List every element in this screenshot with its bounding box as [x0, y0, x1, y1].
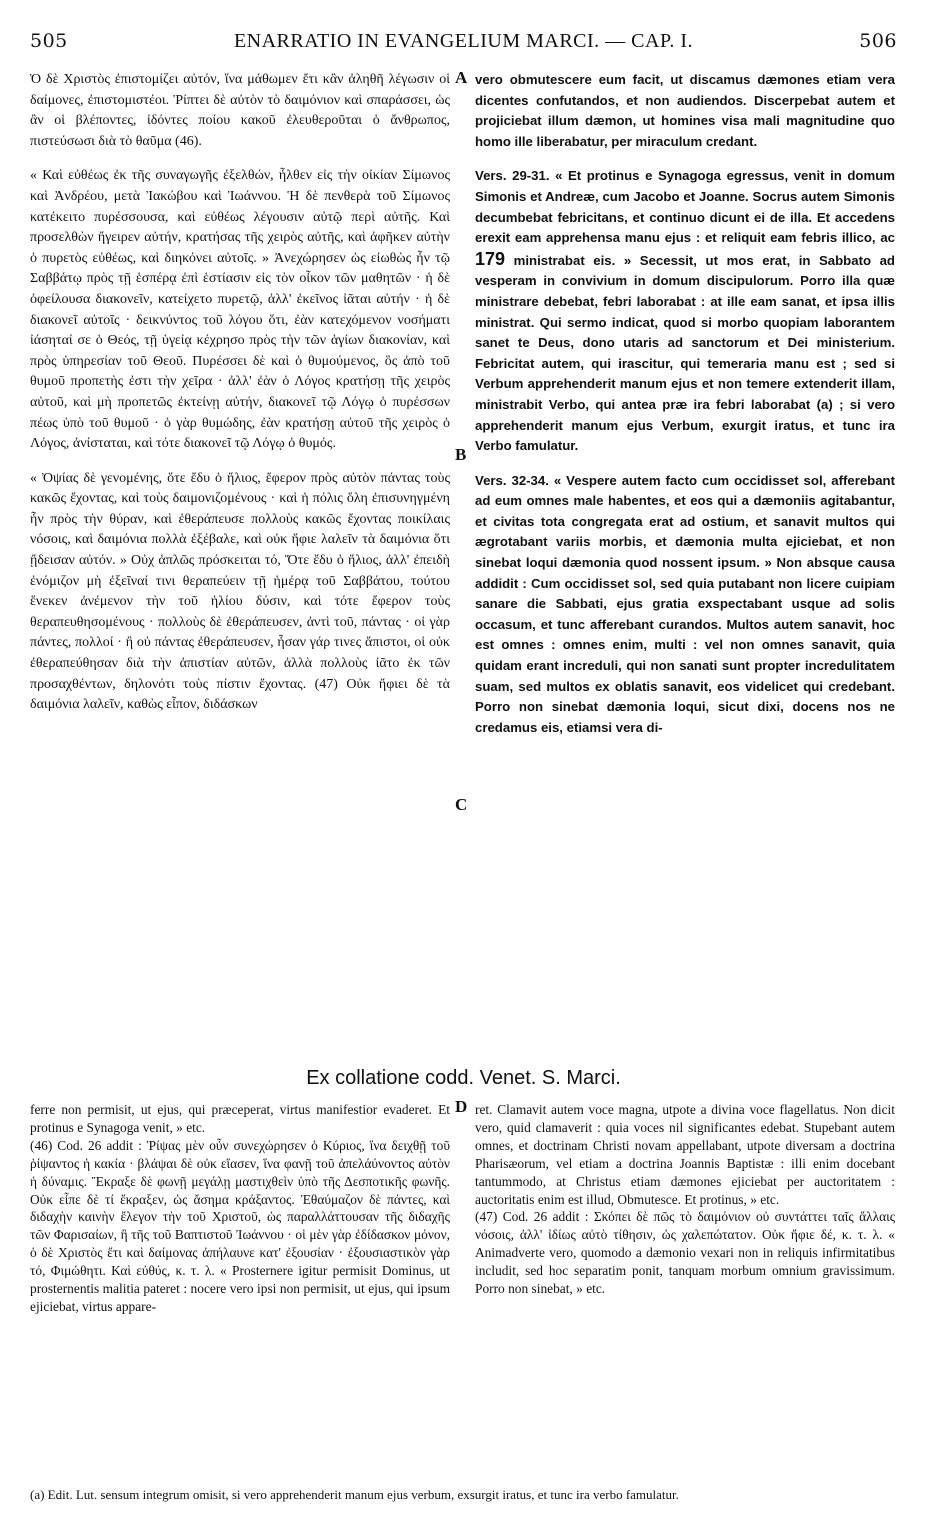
- note-right-paragraph-1: ret. Clamavit autem voce magna, utpote a divina voce flagellatus. Non dicit vero, quid clamaverit : quia voces nil significantes edebat. Stupebant autem omnes, et doctrinam Christi novam appellabant, utpote diversam a doctrina Pharisæorum, vel etiam a doctrina Joannis Baptistæ : illi enim docebant tantummodo, at Christus etiam dæmones ejiciebat per auctoritatem : auctoritatis enim est illud, Obmutesce. Et protinus, » etc.: [475, 1102, 895, 1207]
- margin-marker-a: A: [455, 68, 468, 87]
- latin-paragraph-2: [475, 166, 895, 456]
- greek-paragraph-2: « Καὶ εὐθέως ἐκ τῆς συναγωγῆς ἐξελθών, ἦλθεν εἰς τὴν οἰκίαν Σίμωνος καὶ Ἀνδρέου, μετὰ Ἰακώβου καὶ Ἰωάννου. Ἡ δὲ πενθερὰ τοῦ Σίμωνος κατέκειτο πυρέσσουσα, καὶ εὐθέως λέγουσιν αὐτῷ περὶ αὐτῆς. Καὶ προσελθὼν ἤγειρεν αὐτήν, κρατήσας τῆς χειρὸς αὐτῆς, καὶ ἀφῆκεν αὐτὴν ὁ πυρετὸς εὐθέως, καὶ διηκόνει αὐτοῖς. » Ἀνεχώρησεν ὡς εἰωθὼς ἦν τῷ Σαββάτῳ πρὸς τῇ ἑσπέρᾳ ἐπὶ ἑστίασιν εἰς τὸν οἶκον τῶν μαθητῶν · ἡ δὲ ὀφείλουσα διακονεῖν, κατείχετο πυρετῷ, ἀλλ' ἐκεῖνος ἰᾶται αὐτήν · ἡ δὲ διακονεῖ αὐτοῖς · δεικνύντος τοῦ λόγου ὅτι, ἐὰν κατεχόμενον νοσήματι ἰάσηταί σε ὁ Θεός, τῇ ὑγείᾳ κέχρησο πρὸς τὴν τῶν ἁγίων διακονίαν, καὶ πρὸς ὑπηρεσίαν τοῦ Θεοῦ. Πυρέσσει δὲ καὶ ὁ θυμούμενος, ὃς ἀπὸ τοῦ θυμοῦ προπετὴς ἐστι τὴν χεῖρα · ἀλλ' ἐὰν ὁ Λόγος κρατήσῃ τῆς χειρὸς αὐτοῦ, καὶ μὴ προπετῶς ἐκτείνῃ αὐτήν, διακονεῖ τῷ Λόγῳ ὁ πυρέσσων πέως ὑπὸ τοῦ θυμοῦ · ὁ γὰρ θυμώδης, ἐὰν κρατήσῃ αὐτοῦ τῆς χειρὸς ὁ Λόγος, ἀνίσταται, καὶ τότε διακονεῖ τῷ Λόγῳ ὁ θυμός.: [30, 168, 450, 452]
- greek-paragraph-3: « Ὀψίας δὲ γενομένης, ὅτε ἔδυ ὁ ἥλιος, ἔφερον πρὸς αὐτὸν πάντας τοὺς κακῶς ἔχοντας, καὶ τοὺς δαιμονιζομένους · καὶ ἡ πόλις ὅλη ἐπισυνηγμένη ἦν πρὸς τὴν θύραν, καὶ ἐθεράπευσε πολλοὺς κακῶς ἔχοντας ποικίλαις νόσοις, καὶ δαιμόνια πολλὰ ἐξέβαλε, καὶ οὐκ ἤφιε λαλεῖν τὰ δαιμόνια ὅτι ᾔδεισαν αὐτόν. » Οὐχ ἁπλῶς πρόσκειται τό, Ὅτε ἔδυ ὁ ἥλιος, ἀλλ' ἐπειδὴ ἐνόμιζον μὴ ἐξεῖναί τινι θεραπεύειν τῇ ἡμέρᾳ τοῦ Σαββάτου, τούτου ἕνεκεν ἀνέμενον τὴν τοῦ ἡλίου δύσιν, καὶ τότε ἔφερον τοὺς θεραπευθησομένους · πολλοὺς δὲ ἐθεράπευσεν, ἀντὶ τοῦ, πάντας · οἱ γὰρ πάντες, πολλοί · ἢ οὐ πάντας ἐθεράπευσεν, ἦσαν γάρ τινες ἄπιστοι, οἱ οὐκ ἐθεραπεύθησαν διὰ τὴν ἀπιστίαν αὐτῶν, ἀλλὰ πολλοὺς ἰᾶτο ἐκ τῶν προσαχθέντων, δηλονότι τοὺς πίστιν ἔχοντας. (47) Οὐκ ἤφιει δὲ τὰ δαιμόνια λαλεῖν, καθὼς εἶπον, διδάσκων: [30, 470, 450, 713]
- margin-marker-d: D: [455, 1097, 468, 1116]
- page-number-right: 506: [859, 30, 897, 52]
- column-number: 179: [475, 248, 506, 269]
- notes-right-column: [475, 1101, 895, 1298]
- notes-left-column: [30, 1101, 450, 1316]
- greek-text-column: [30, 70, 450, 716]
- page-number-left: 505: [30, 30, 68, 52]
- note-left-paragraph-1: ferre non permisit, ut ejus, qui præceperat, virtus manifestior evaderet. Et protinus e Synagoga venit, » etc.: [30, 1102, 450, 1135]
- note-left-paragraph-2: (46) Cod. 26 addit : Ῥίψας μὲν οὖν συνεχώρησεν ὁ Κύριος, ἵνα δειχθῇ τοῦ ῥίψαντος ἡ κακία · βλάψαι δὲ οὐκ εἴασεν, ἵνα φανῇ τοῦ ἀπελάύνοντος αὐτὸν ἡ δύναμις. Ἔκραξε δὲ φωνῇ μεγάλῃ μαστιχθεὶν ὑπὸ τῆς Δεσποτικῆς φωνῆς. Οὐκ εἶπε δὲ τί ἔκραξεν, ὡς ἄσημα κράξαντος. Ἐθαύμαζον δὲ πάντες, καὶ διδαχὴν καινὴν ἔλεγον τὴν τοῦ Χριστοῦ, ὡς παραλλάττουσαν τῆς διδαχῆς τῶν Φαρισαίων, ἢ τῆς τοῦ Βαπτιστοῦ Ἰωάννου · οἱ μὲν γὰρ ἐδίδασκον μόνον, ὁ δὲ Χριστὸς ἔτι καὶ δαίμονας ἀπήλαυνε κατ' ἐξουσίαν · ἐξουσιαστικὸν γὰρ τό, Φιμώθητι. Καὶ εὐθύς, κ. τ. λ. « Prosternere igitur permisit Dominus, ut prosternentis malitia pateret : nocere vero ipsi non permisit, ut ejus, qui ipsum ejiciebat, virtus appare-: [30, 1137, 450, 1314]
- page-header: [30, 30, 897, 56]
- margin-marker-c: C: [455, 795, 468, 814]
- latin-text-column: [475, 70, 895, 738]
- latin-paragraph-1: vero obmutescere eum facit, ut discamus dæmones etiam vera dicentes confutandos, et non audiendos. Discerpebat autem et projiciebat illum dæmon, ut homines visa mali magnitudine quo homo ille liberabatur, per miraculum credant.: [475, 72, 895, 149]
- greek-paragraph-1: Ὁ δὲ Χριστὸς ἐπιστομίζει αὐτόν, ἵνα μάθωμεν ἔτι κἂν ἀληθῆ λέγωσιν οἱ δαίμονες, ἐπιστομιστέοι. Ῥίπτει δὲ αὐτὸν τὸ δαιμόνιον καὶ σπαράσσει, ὡς ἂν οἱ βλέποντες, ἰδόντες ποίου κακοῦ ἐλευθεροῦται ὁ ἄνθρωπος, πιστεύσωσι διὰ τὸ θαῦμα (46).: [30, 72, 450, 149]
- latin-paragraph-2-start: Vers. 29-31. « Et protinus e Synagoga egressus, venit in domum Simonis et Andreæ, cum Jacobo et Joanne. Socrus autem Simonis decumbebat febricitans, et continuo dicunt ei de illa. Et accedens erexit eam apprehensa manu ejus : et reliquit eam febris illico, ac: [475, 168, 895, 246]
- margin-marker-b: B: [455, 445, 467, 464]
- latin-paragraph-2-end: ministrabat eis. » Secessit, ut mos erat, in Sabbato ad vesperam in convivium in domum discipulorum. Porro illa quæ ministrare debebat, febri laborabat : at ille eam sanat, et ipsa illis ministrat. Qui sermo indicat, quod si morbo quopiam laborantem sanet te Deus, dono utaris ad sanctorum et Dei ministerium. Febricitat autem, qui irascitur, qui temeraria manu est ; sed si Verbum apprehenderit manum ejus et non temere extenderit illam, ministrabit Verbo, qui antea præ ira febri laborabat (a) ; si vero apprehenderit manum ejus Verbum, exurgit iratus, et tunc ira Verbo famulatur.: [475, 252, 895, 454]
- section-title: Ex collatione codd. Venet. S. Marci.: [306, 1067, 621, 1089]
- footnote: (a) Edit. Lut. sensum integrum omisit, si vero apprehenderit manum ejus verbum, exsurgit iratus, et tunc ira verbo famulatur.: [30, 1487, 679, 1502]
- note-right-paragraph-2: (47) Cod. 26 addit : Σκόπει δὲ πῶς τὸ δαιμόνιον οὐ συντάττει ταῖς ἄλλαις νόσοις, ἀλλ' ἰδίως αὐτὸ τίθησιν, ὡς χαλεπώτατον. Οὐκ ἤφιε δέ, κ. τ. λ. « Animadverte vero, quomodo a dæmonio vexari non in reliquis infirmitatibus includit, sed hoc separatim ponit, tanquam morbum omnium gravissimum. Porro non sinebat, » etc.: [475, 1209, 895, 1297]
- running-title: ENARRATIO IN EVANGELIUM MARCI. — CAP. I.: [233, 30, 694, 52]
- latin-paragraph-3: Vers. 32-34. « Vespere autem facto cum occidisset sol, afferebant ad eum omnes male habentes, et eos qui a dæmoniis agitabantur, et civitas tota congregata erat ad ostium, et sanavit multos qui ægrotabant variis morbis, et dæmonia multa ejiciebat, et non sinebat loqui dæmonia quod nossent ipsum. » Non absque causa addidit : Cum occidisset sol, sed quia putabant non licere cuipiam sanare die Sabbati, ejus gratia exspectabant usque ad solis occasum, et tunc afferebant curandos. Multos autem sanavit, hoc est omnes : omnes enim, multi : vel non omnes sanavit, quia quidam erant increduli, qui non sanati sunt propter incredulitatem suam, sed multos ex oblatis sanavit, eos videlicet qui credebant. Porro non sinebat dæmonia loqui, sicut dixi, docens nos ne credamus eis, etiamsi vera di-: [475, 472, 895, 735]
